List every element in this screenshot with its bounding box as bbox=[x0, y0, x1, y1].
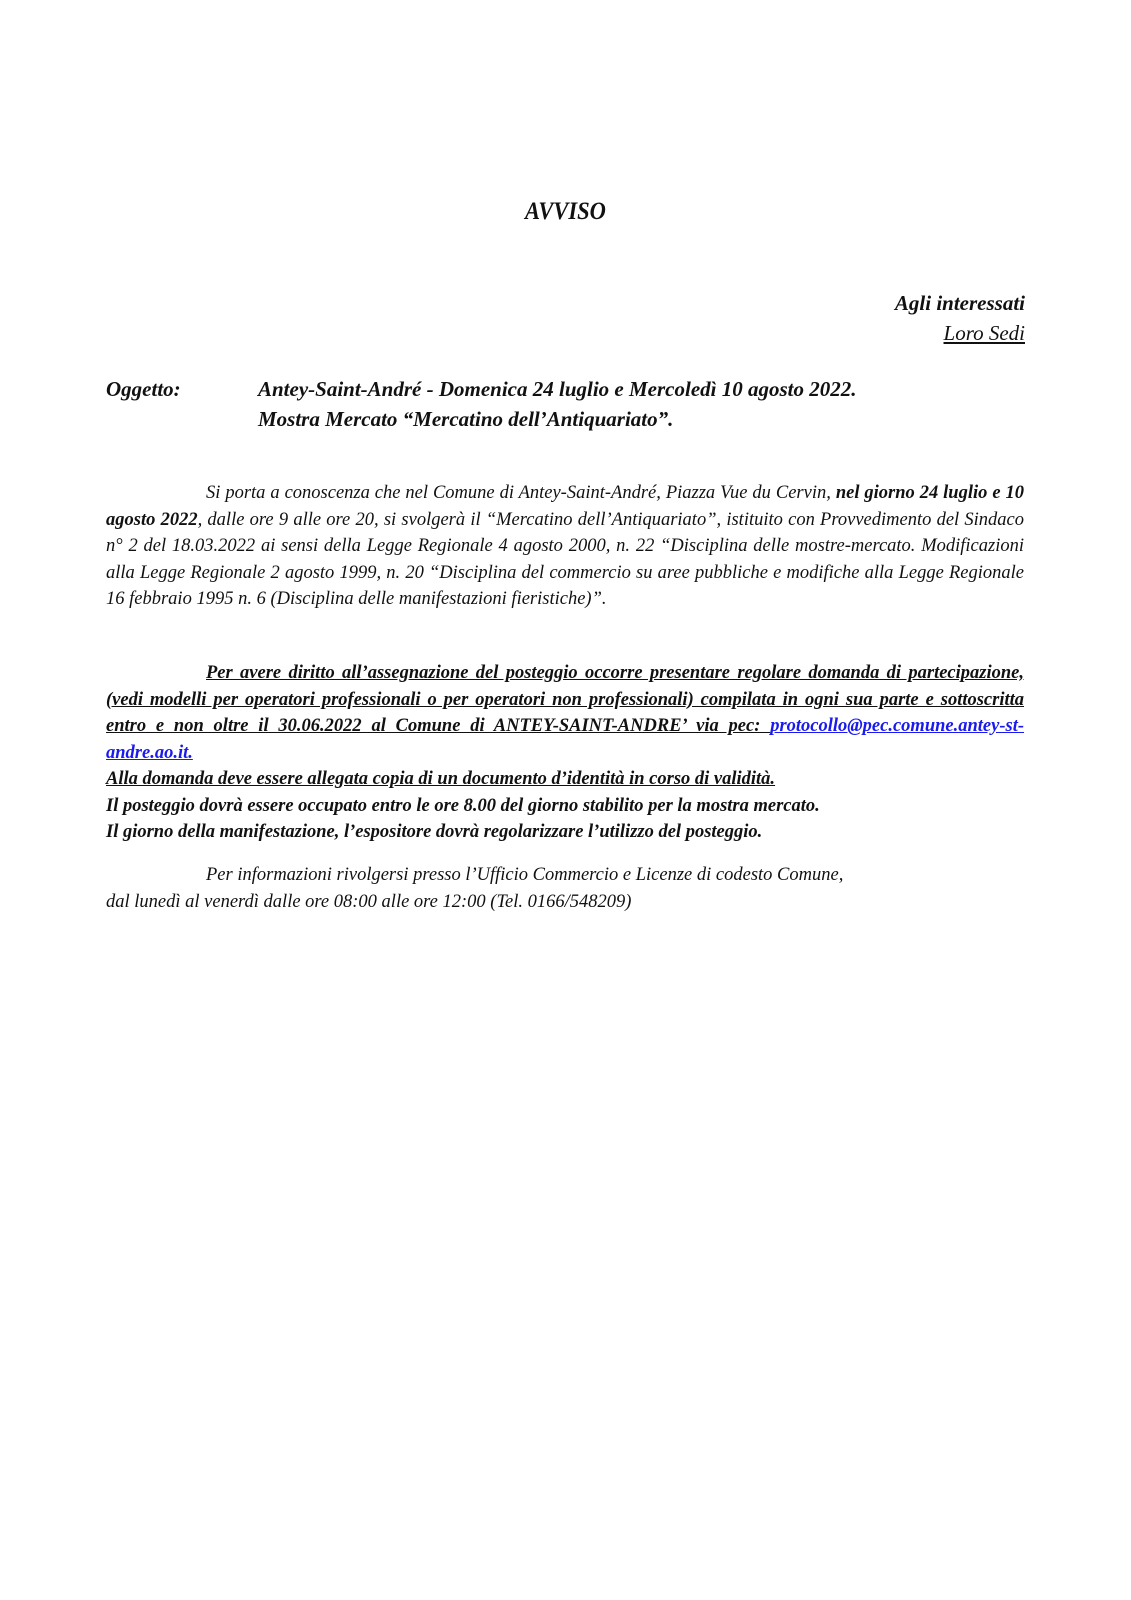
paragraph-event-dates: nel giorno 24 luglio e 10 agosto 2022 bbox=[106, 483, 1024, 530]
subject-line-2: Mostra Mercato “Mercatino dell’Antiquariato”. bbox=[258, 407, 674, 431]
id-document-requirement: Alla domanda deve essere allegata copia di un documento d’identità in corso di validità. bbox=[106, 769, 776, 789]
pec-email-link[interactable]: protocollo@pec.comune.antey-st-andre.ao.it. bbox=[106, 716, 1024, 763]
paragraph-event-text-1: Si porta a conoscenza che nel Comune di Antey-Saint-André, Piazza Vue du Cervin, bbox=[206, 483, 836, 503]
paragraph-event-info bbox=[106, 480, 1024, 613]
stall-occupation-note: Il posteggio dovrà essere occupato entro le ore 8.00 del giorno stabilito per la mostra mercato. bbox=[106, 795, 820, 816]
application-instructions: Per avere diritto all’assegnazione del posteggio occorre presentare regolare domanda di partecipazione, (vedi modelli per operatori professionali o per operatori non professionali) compilata in ogni sua parte e sottoscritta entro e non oltre il 30.06.2022 al Comune di ANTEY-SAINT-ANDRE’ via pec: bbox=[106, 663, 1024, 736]
paragraph-application bbox=[106, 660, 1024, 846]
recipients-line: Agli interessati bbox=[894, 291, 1025, 315]
recipients-sedi: Loro Sedi bbox=[943, 321, 1025, 345]
document-title: AVVISO bbox=[525, 198, 606, 225]
paragraph-event-text-2: , dalle ore 9 alle ore 20, si svolgerà il “Mercatino dell’Antiquariato”, istituito con Provvedimento del Sindaco n° 2 del 18.03.2022 ai sensi della Legge Regionale 4 agosto 2000, n. 22 “Disciplina delle mostre-mercato. Modificazioni alla Legge Regionale 2 agosto 1999, n. 20 “Disciplina del commercio su aree pubbliche e modifiche alla Legge Regionale 16 febbraio 1995 n. 6 (Disciplina delle manifestazioni fieristiche)”. bbox=[106, 509, 1024, 609]
subject-label: Oggetto: bbox=[106, 377, 181, 401]
contact-line-1: Per informazioni rivolgersi presso l’Ufficio Commercio e Licenze di codesto Comune, bbox=[206, 865, 844, 885]
subject-text bbox=[258, 374, 1028, 434]
stall-regularization-note: Il giorno della manifestazione, l’espositore dovrà regolarizzare l’utilizzo del posteggio. bbox=[106, 822, 763, 842]
paragraph-contact-info bbox=[106, 862, 1024, 915]
contact-line-2: dal lunedì al venerdì dalle ore 08:00 alle ore 12:00 (Tel. 0166/548209) bbox=[106, 891, 632, 912]
subject-line-1: Antey-Saint-André - Domenica 24 luglio e Mercoledì 10 agosto 2022. bbox=[258, 377, 857, 401]
recipients-block bbox=[895, 288, 1025, 348]
